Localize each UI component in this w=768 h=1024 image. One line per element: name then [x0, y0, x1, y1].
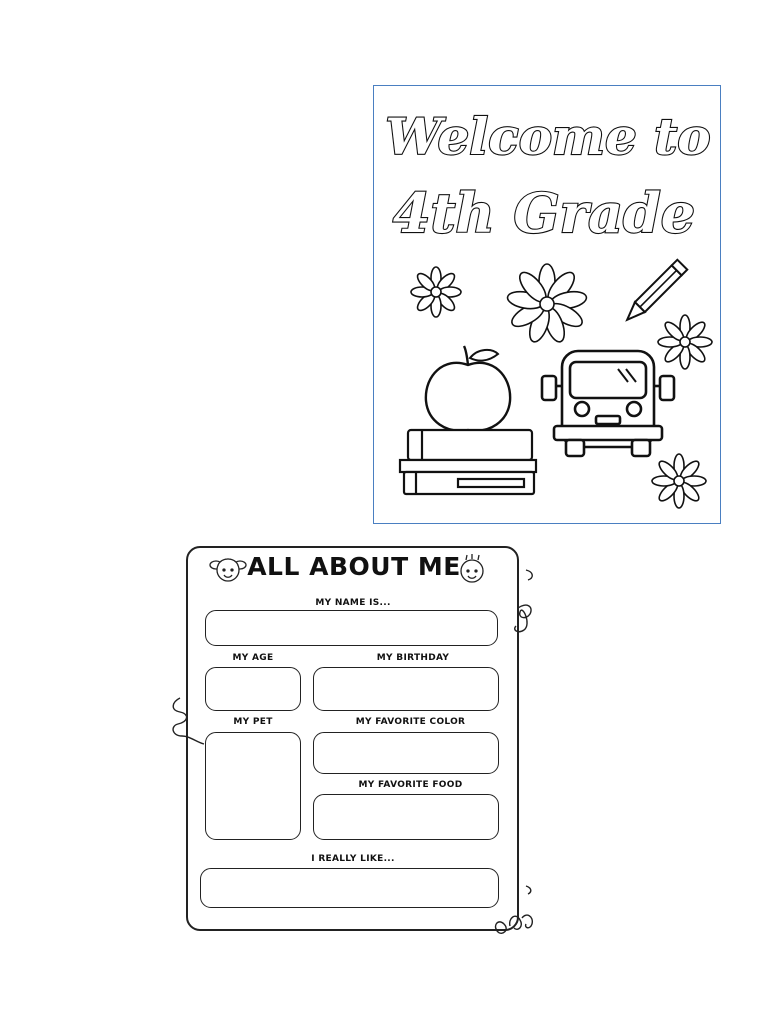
- name-label: MY NAME IS...: [315, 598, 391, 608]
- age-label: MY AGE: [232, 653, 274, 663]
- welcome-coloring-page: [373, 85, 721, 524]
- favorite-color-label: MY FAVORITE COLOR: [355, 717, 466, 727]
- pencil-icon: [622, 260, 687, 325]
- birthday-box[interactable]: [313, 667, 499, 711]
- worksheet-title: ALL ABOUT ME: [247, 552, 461, 581]
- flower-icon: [652, 454, 706, 508]
- name-box[interactable]: [205, 610, 498, 646]
- flower-icon: [411, 267, 461, 317]
- all-about-me-worksheet: [168, 540, 540, 940]
- really-like-box[interactable]: [200, 868, 499, 908]
- swirl-decoration-left: [168, 690, 208, 750]
- flower-icon: [658, 315, 712, 369]
- title-line-1: Welcome to: [385, 107, 711, 166]
- age-box[interactable]: [205, 667, 301, 711]
- pet-label: MY PET: [233, 717, 273, 727]
- pet-box[interactable]: [205, 732, 301, 840]
- flower-icon: [506, 264, 588, 344]
- illustrations: [374, 86, 721, 524]
- favorite-color-box[interactable]: [313, 732, 499, 774]
- favorite-food-box[interactable]: [313, 794, 499, 840]
- title-line-2: 4th Grade: [392, 181, 696, 245]
- books-icon: [400, 430, 536, 494]
- favorite-food-label: MY FAVORITE FOOD: [358, 780, 463, 790]
- school-bus-icon: [542, 351, 674, 456]
- birthday-label: MY BIRTHDAY: [376, 653, 450, 663]
- apple-icon: [426, 346, 510, 431]
- really-like-label: I REALLY LIKE...: [311, 854, 395, 864]
